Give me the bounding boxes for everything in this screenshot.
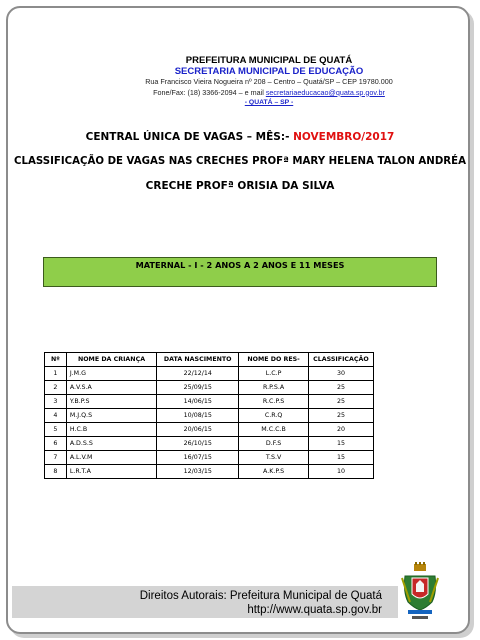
municipal-crest-icon xyxy=(400,562,440,622)
cell-birthdate: 22/12/14 xyxy=(157,367,239,381)
table-row xyxy=(45,409,374,423)
cell-number: 1 xyxy=(45,367,67,381)
cell-number: 2 xyxy=(45,381,67,395)
cell-number: 7 xyxy=(45,451,67,465)
contact-line xyxy=(0,88,480,99)
cell-birthdate: 26/10/15 xyxy=(157,437,239,451)
cell-guardian: M.C.C.B xyxy=(239,423,309,437)
col-header-number: Nº xyxy=(45,353,67,367)
secretaria-title: SECRETARIA MUNICIPAL DE EDUCAÇÃO xyxy=(174,65,364,77)
group-band xyxy=(43,257,437,287)
email-link[interactable]: secretariaeducacao@quata.sp.gov.br xyxy=(265,87,385,97)
cell-birthdate: 16/07/15 xyxy=(157,451,239,465)
cell-birthdate: 25/09/15 xyxy=(157,381,239,395)
col-header-guardian: NOME DO RES- xyxy=(239,353,309,367)
cell-number: 5 xyxy=(45,423,67,437)
cell-birthdate: 14/06/15 xyxy=(157,395,239,409)
classification-title: CLASSIFICAÇÃO DE VAGAS NAS CRECHES PROFª MARY HELENA TALON ANDRÉA xyxy=(14,156,466,167)
cell-birthdate: 10/08/15 xyxy=(157,409,239,423)
cell-child-name: L.R.T.A xyxy=(66,465,156,479)
cell-score: 20 xyxy=(308,423,373,437)
cell-number: 8 xyxy=(45,465,67,479)
cell-score: 15 xyxy=(308,451,373,465)
table-row xyxy=(45,437,374,451)
cell-guardian: C.R.Q xyxy=(239,409,309,423)
creche-title: CRECHE PROFª ORISIA DA SILVA xyxy=(145,180,335,192)
site-url-link[interactable]: http://www.quata.sp.gov.br xyxy=(247,604,382,616)
table-header-row xyxy=(45,353,374,367)
cell-birthdate: 20/06/15 xyxy=(157,423,239,437)
cell-child-name: H.C.B xyxy=(66,423,156,437)
cell-score: 15 xyxy=(308,437,373,451)
month-label: NOVEMBRO/2017 xyxy=(293,131,395,143)
cell-score: 25 xyxy=(308,381,373,395)
letterhead xyxy=(0,56,480,109)
phone-text: Fone/Fax: (18) 3366-2094 – e mail xyxy=(153,87,266,97)
table-row xyxy=(45,367,374,381)
cell-number: 6 xyxy=(45,437,67,451)
document-titles xyxy=(0,131,480,192)
cell-score: 25 xyxy=(308,409,373,423)
copyright-text: Direitos Autorais: Prefeitura Municipal de Quatá xyxy=(139,590,382,602)
cell-child-name: A.V.S.A xyxy=(66,381,156,395)
cell-guardian: D.F.S xyxy=(239,437,309,451)
col-header-name: NOME DA CRIANÇA xyxy=(66,353,156,367)
table-row xyxy=(45,465,374,479)
col-header-birthdate: DATA NASCIMENTO xyxy=(157,353,239,367)
col-header-score: CLASSIFICAÇÃO xyxy=(308,353,373,367)
cell-score: 30 xyxy=(308,367,373,381)
cell-score: 10 xyxy=(308,465,373,479)
table-row xyxy=(45,395,374,409)
cell-score: 25 xyxy=(308,395,373,409)
cell-guardian: L.C.P xyxy=(239,367,309,381)
table-row xyxy=(45,423,374,437)
cell-child-name: A.D.S.S xyxy=(66,437,156,451)
cell-number: 3 xyxy=(45,395,67,409)
cell-guardian: R.C.P.S xyxy=(239,395,309,409)
cell-child-name: Y.B.P.S xyxy=(66,395,156,409)
cell-number: 4 xyxy=(45,409,67,423)
city-text: - QUATÁ – SP - xyxy=(244,99,294,106)
cell-birthdate: 12/03/15 xyxy=(157,465,239,479)
cell-guardian: R.P.S.A xyxy=(239,381,309,395)
table-row xyxy=(45,381,374,395)
cell-guardian: A.K.P.S xyxy=(239,465,309,479)
cell-guardian: T.S.V xyxy=(239,451,309,465)
vagas-table xyxy=(44,352,374,479)
table-row xyxy=(45,451,374,465)
central-vagas-title xyxy=(0,131,480,143)
cell-child-name: J.M.G xyxy=(66,367,156,381)
group-label: MATERNAL - I - 2 ANOS A 2 ANOS E 11 MESES xyxy=(135,260,345,270)
address-line: Rua Francisco Vieira Nogueira nº 208 – Centro – Quatá/SP – CEP 19780.000 xyxy=(145,77,393,86)
city-line xyxy=(0,98,480,109)
cell-child-name: A.L.V.M xyxy=(66,451,156,465)
central-vagas-label: CENTRAL ÚNICA DE VAGAS – MÊS:- xyxy=(85,131,294,143)
cell-child-name: M.J.Q.S xyxy=(66,409,156,423)
prefeitura-title: PREFEITURA MUNICIPAL DE QUATÁ xyxy=(185,55,353,66)
footer-text xyxy=(140,589,382,617)
